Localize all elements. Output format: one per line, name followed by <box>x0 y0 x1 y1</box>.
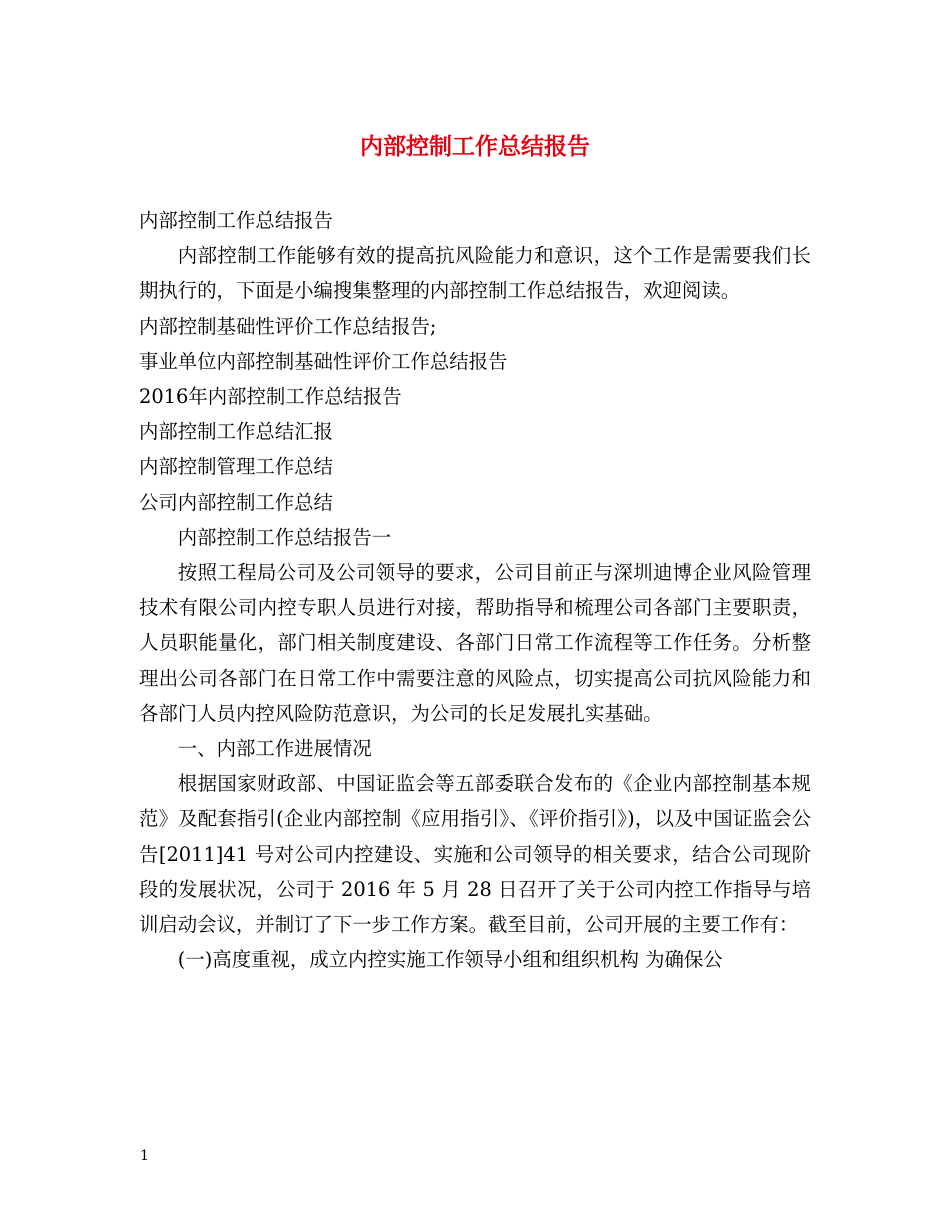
body-paragraph: 根据国家财政部、中国证监会等五部委联合发布的《企业内部控制基本规范》及配套指引(企业内部控制《应用指引》、《评价指引》)，以及中国证监会公告[2011]41 号对公司内控建设、实施和公司领导的相关要求，结合公司现阶段的发展状况，公司于 2016 年 5 月 28 日召开了关于公司内控工作指导与培训启动会议，并制订了下一步工作方案。截至目前，公司开展的主要工作有： <box>139 772 811 937</box>
body-paragraph: 内部控制工作总结报告 <box>139 209 333 232</box>
body-paragraph: 内部控制管理工作总结 <box>139 455 333 479</box>
body-paragraph: (一)高度重视，成立内控实施工作领导小组和组织机构 为确保公 <box>177 948 723 972</box>
document-body <box>139 203 811 977</box>
page-number: 1 <box>140 1148 149 1164</box>
body-paragraph: 2016年内部控制工作总结报告 <box>139 385 402 409</box>
body-paragraph: 事业单位内部控制基础性评价工作总结报告 <box>139 349 508 373</box>
section-heading: 内部控制工作总结报告一 <box>177 525 392 549</box>
document-title: 内部控制工作总结报告 <box>360 133 590 160</box>
body-paragraph: 公司内部控制工作总结 <box>139 490 333 514</box>
body-paragraph: 内部控制工作总结汇报 <box>139 420 333 444</box>
section-heading: 一、内部工作进展情况 <box>177 737 372 761</box>
body-paragraph: 按照工程局公司及公司领导的要求，公司目前正与深圳迪博企业风险管理技术有限公司内控专职人员进行对接，帮助指导和梳理公司各部门主要职责，人员职能量化，部门相关制度建设、各部门日常工作流程等工作任务。分析整理出公司各部门在日常工作中需要注意的风险点，切实提高公司抗风险能力和各部门人员内控风险防范意识，为公司的长足发展扎实基础。 <box>139 561 811 725</box>
body-paragraph: 内部控制基础性评价工作总结报告; <box>139 314 437 338</box>
body-paragraph: 内部控制工作能够有效的提高抗风险能力和意识，这个工作是需要我们长期执行的，下面是小编搜集整理的内部控制工作总结报告，欢迎阅读。 <box>139 244 811 303</box>
